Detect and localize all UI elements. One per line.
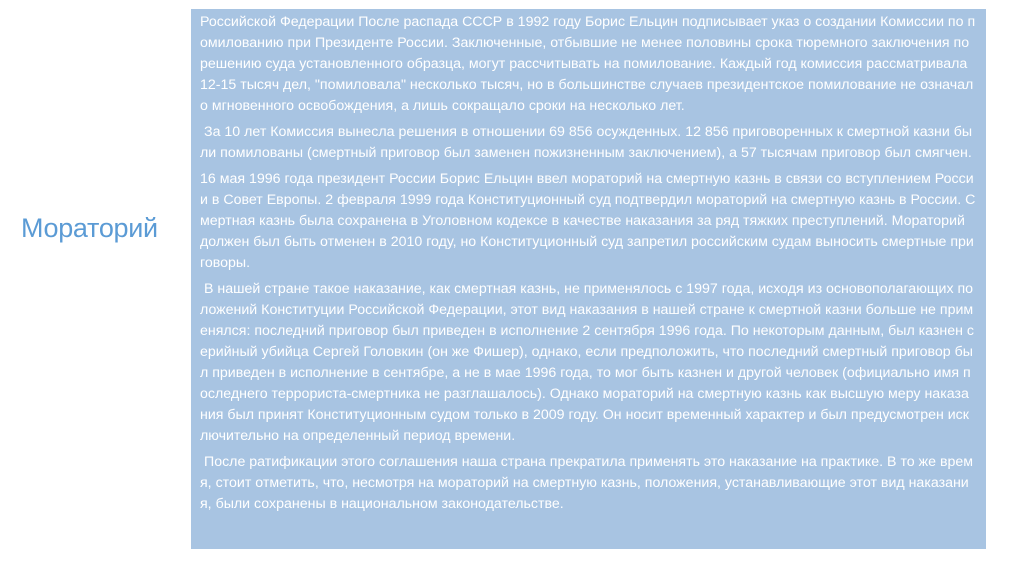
paragraph-last-execution: В нашей стране такое наказание, как смертная казнь, не применялось с 1997 года, исходя из основополагающих положений Конституции Российской Федерации, этот вид наказания в нашей стране к смертной казни больше не применялся: последний приговор был приведен в исполнение 2 сентября 1996 года. По некоторым данным, был казнен серийный убийца Сергей Головкин (он же Фишер), однако, если предположить, что последний смертный приговор был приведен в исполнение в сентябре, а не в мае 1996 года, то мог быть казнен и другой человек (официально имя последнего террориста-смертника не разглашалось). Однако мораторий на смертную казнь как высшую меру наказания был принят Конституционным судом только в 2009 году. Он носит временный характер и был предусмотрен исключительно на определенный период времени.	[200, 281, 975, 444]
text-panel	[191, 9, 986, 549]
slide-title: Мораторий	[21, 213, 158, 243]
paragraph-moratorium-1996: 16 мая 1996 года президент России Борис Ельцин ввел мораторий на смертную казнь в связи со вступлением России в Совет Европы. 2 февраля 1999 года Конституционный суд подтвердил мораторий на смертную казнь в России. Смертная казнь была сохранена в Уголовном кодексе в качестве наказания за ряд тяжких преступлений. Мораторий должен был быть отменен в 2010 году, но Конституционный суд запретил российским судам выносить смертные приговоры.	[200, 171, 976, 271]
paragraph-commission: Российской Федерации После распада СССР в 1992 году Борис Ельцин подписывает указ о создании Комиссии по помилованию при Президенте России. Заключенные, отбывшие не менее половины срока тюремного заключения по решению суда установленного образца, могут рассчитывать на помилование. Каждый год комиссия рассматривала 12-15 тысяч дел, "помиловала" несколько тысяч, но в большинстве случаев президентское помилование не означало мгновенного освобождения, а лишь сокращало сроки на несколько лет.	[200, 14, 976, 114]
paragraph-statistics: За 10 лет Комиссия вынесла решения в отношении 69 856 осужденных. 12 856 приговоренных к смертной казни были помилованы (смертный приговор был заменен пожизненным заключением), а 57 тысячам приговор был смягчен.	[200, 124, 973, 161]
paragraph-ratification: После ратификации этого соглашения наша страна прекратила применять это наказание на практике. В то же время, стоит отметить, что, несмотря на мораторий на смертную казнь, положения, устанавливающие этот вид наказания, были сохранены в национальном законодательстве.	[200, 454, 974, 512]
